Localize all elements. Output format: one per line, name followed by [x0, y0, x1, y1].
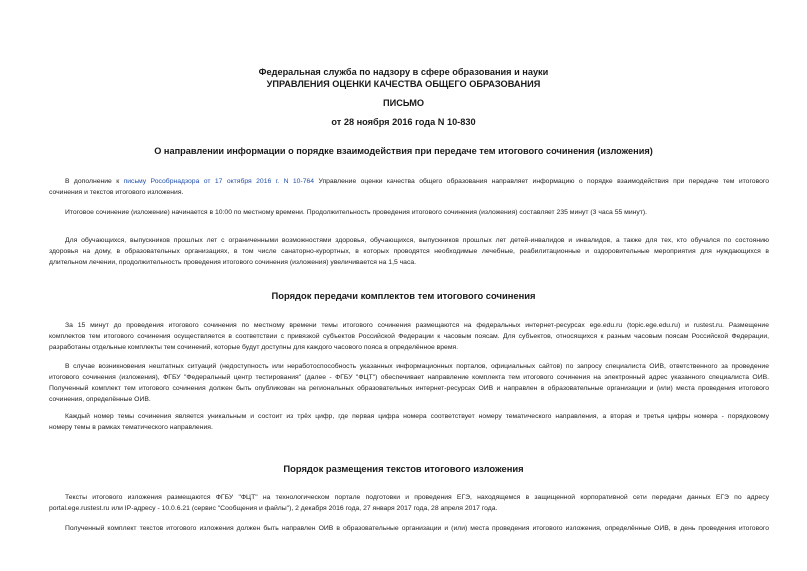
intro-paragraph-2 — [49, 207, 769, 218]
paragraph-line: Каждый номер темы сочинения является уникальным и состоит из трёх цифр, где первая цифра номера соответствует номеру тематического направления, а вторая и третья цифры номера - порядковому — [65, 413, 769, 420]
document-subject: О направлении информации о порядке взаимодействия при передаче тем итогового сочинения (изложения) — [154, 146, 653, 156]
paragraph-line: здоровья на дому, в образовательных организациях, в том числе санаторно-курортных, в которых проводятся необходимые лечебные, реабилитационные и оздоровительные мероприятия для нуждающихся в — [49, 248, 769, 255]
document-type: ПИСЬМО — [382, 98, 425, 108]
paragraph-line — [49, 176, 769, 187]
paragraph-line: Для обучающихся, выпускников прошлых лет с ограниченными возможностями здоровья, обучающихся, выпускников прошлых лет детей-инвалидов и инвалидов, а также для тех, кто обучался по состоянию — [65, 237, 769, 244]
section1-paragraph-3 — [49, 411, 769, 433]
paragraph-line: Итоговое сочинение (изложение) начинается в 10:00 по местному времени. Продолжительность проведения итогового сочинения (изложения) составляет 235 минут (3 часа 55 минут). — [65, 209, 648, 216]
section2-paragraph-1 — [49, 492, 769, 514]
paragraph-line: За 15 минут до проведения итогового сочинения по местному времени темы итогового сочинения размещаются на федеральных интернет-ресурсах ege.edu.ru (topic.ege.edu.ru) и rustest.ru. Размещение — [65, 322, 769, 329]
paragraph-line: разработаны отдельные комплекты тем сочинений, которые будут доступны для каждого часового пояса в определённое время. — [49, 344, 459, 351]
section1-paragraph-2 — [49, 361, 769, 405]
letter-reference-link[interactable]: письму Рособрнадзора от 17 октября 2016 г. N 10-764 — [123, 178, 315, 185]
text-run: В дополнение к — [65, 178, 124, 185]
paragraph-line: В случае возникновения нештатных ситуаций (недоступность или неработоспособность указанных информационных порталов, официальных сайтов) по запросу специалиста ОИВ, ответственного за проведение — [65, 363, 769, 370]
paragraph-line: комплектов тем итогового сочинения осуществляется в соответствии с привязкой субъектов Российской Федерации к часовым поясам. Для субъектов, относящихся к разным часовым поясам Российской Федерации, — [49, 333, 769, 340]
section-title: Порядок передачи комплектов тем итогового сочинения — [271, 290, 536, 301]
paragraph-line: итогового сочинения (изложения), ФГБУ "Федеральный центр тестирования" (далее - ФГБУ "ФЦТ") обеспечивает направление комплекта тем итогового сочинения на электронный адрес указанного специалиста ОИВ. — [49, 374, 769, 381]
intro-paragraph-3 — [49, 235, 769, 268]
agency-name: Федеральная служба по надзору в сфере образования и науки — [258, 67, 549, 77]
intro-paragraph-1 — [49, 176, 769, 198]
paragraph-line: номеру темы в рамках тематического направления. — [49, 424, 213, 431]
section2-paragraph-2 — [49, 523, 769, 534]
paragraph-line: Полученный комплект текстов итогового изложения должен быть направлен ОИВ в образовательные организации и (или) места проведения итогового изложения, определённые ОИВ, в день проведения итогового — [65, 525, 769, 532]
section-title: Порядок размещения текстов итогового изложения — [283, 463, 524, 474]
text-run: Управление оценки качества общего образования направляет информацию о порядке взаимодействия при передаче тем итогового — [314, 178, 769, 185]
section1-paragraph-1 — [49, 320, 769, 353]
paragraph-line: сочинения и текстов итогового изложения. — [49, 189, 184, 196]
document-date-number: от 28 ноября 2016 года N 10-830 — [331, 117, 476, 127]
department-name: УПРАВЛЕНИЯ ОЦЕНКИ КАЧЕСТВА ОБЩЕГО ОБРАЗОВАНИЯ — [266, 79, 541, 89]
paragraph-line: Тексты итогового изложения размещаются ФГБУ "ФЦТ" на технологическом портале подготовки и проведения ЕГЭ, находящемся в защищенной корпоративной сети передачи данных ЕГЭ по адресу — [65, 494, 769, 501]
paragraph-line: длительном лечении, продолжительность проведения итогового сочинения (изложения) увеличивается на 1,5 часа. — [49, 259, 417, 266]
paragraph-line: Полученный комплект тем итогового сочинения должен быть опубликован на региональных образовательных интернет-ресурсах ОИВ и направлен в образовательные организации и (или) места проведения итогового — [49, 385, 769, 392]
paragraph-line: сочинения, определённые ОИВ. — [49, 396, 151, 403]
paragraph-line: portal.ege.rustest.ru или IP-адресу - 10.0.6.21 (сервис "Сообщения и файлы"), 2 декабря 2016 года, 27 января 2017 года, 28 апреля 2017 года. — [49, 505, 498, 512]
